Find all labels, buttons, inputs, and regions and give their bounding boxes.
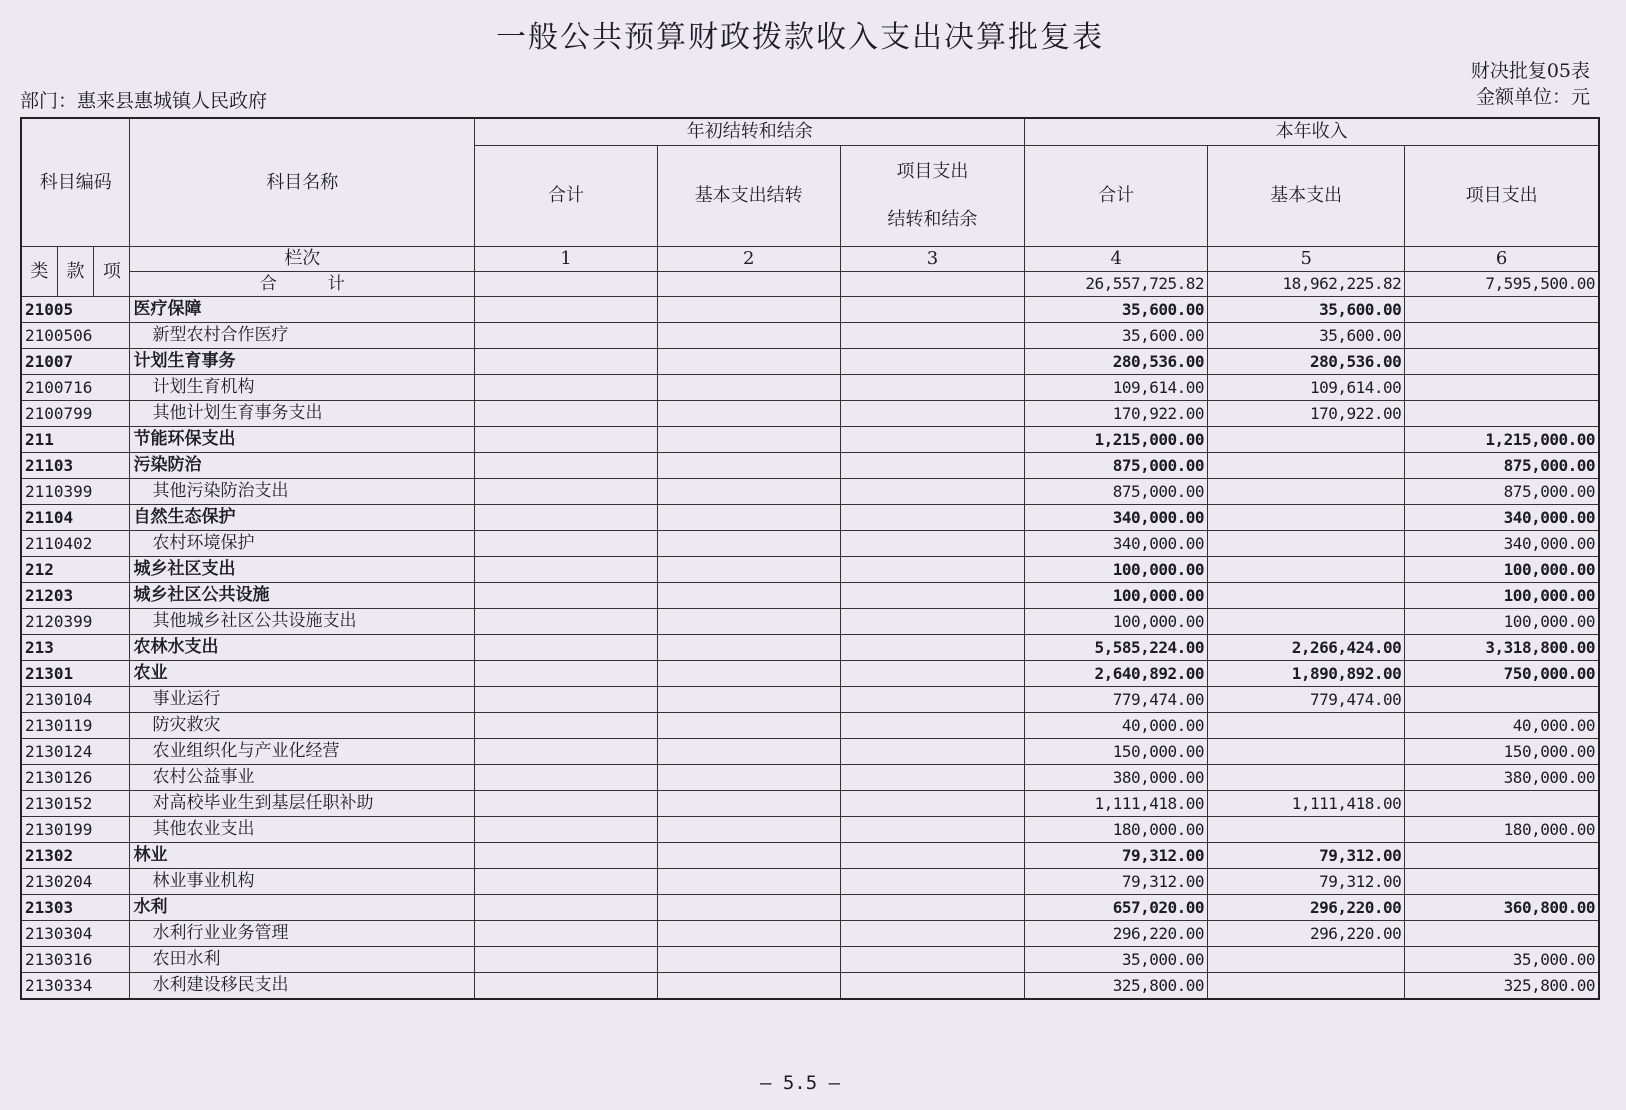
subject-name: 对高校毕业生到基层任职补助 — [130, 791, 475, 817]
amount-c6: 875,000.00 — [1405, 479, 1599, 505]
amount-c4: 100,000.00 — [1025, 557, 1208, 583]
amount-c6 — [1405, 401, 1599, 427]
table-row — [21, 765, 1599, 791]
amount-c1 — [475, 817, 658, 843]
table-row — [21, 895, 1599, 921]
table-row — [21, 791, 1599, 817]
amount-c2 — [657, 973, 840, 1000]
amount-c5 — [1208, 583, 1405, 609]
amount-c2 — [657, 531, 840, 557]
amount-c1 — [475, 791, 658, 817]
subject-name: 水利建设移民支出 — [130, 973, 475, 1000]
amount-c5 — [1208, 479, 1405, 505]
header-carry-total: 合计 — [475, 146, 658, 247]
amount-c1 — [475, 739, 658, 765]
amount-c4: 779,474.00 — [1025, 687, 1208, 713]
subject-code: 2100716 — [21, 375, 130, 401]
header-subject-name: 科目名称 — [130, 118, 475, 247]
total-c2 — [657, 272, 840, 297]
amount-c5 — [1208, 505, 1405, 531]
amount-c2 — [657, 609, 840, 635]
subject-name: 水利 — [130, 895, 475, 921]
subject-name: 农村公益事业 — [130, 765, 475, 791]
subject-name: 新型农村合作医疗 — [130, 323, 475, 349]
amount-c1 — [475, 349, 658, 375]
header-carry-project-line1: 项目支出 — [896, 161, 969, 182]
amount-c1 — [475, 869, 658, 895]
amount-c6 — [1405, 791, 1599, 817]
amount-c5: 296,220.00 — [1208, 921, 1405, 947]
subject-name: 水利行业业务管理 — [130, 921, 475, 947]
header-income-total: 合计 — [1025, 146, 1208, 247]
amount-c6: 340,000.00 — [1405, 505, 1599, 531]
amount-unit: 金额单位：元 — [1475, 86, 1590, 108]
amount-c6: 875,000.00 — [1405, 453, 1599, 479]
subject-code: 21303 — [21, 895, 130, 921]
amount-c3 — [840, 947, 1025, 973]
subject-code: 2130199 — [21, 817, 130, 843]
amount-c3 — [840, 557, 1025, 583]
amount-c3 — [840, 427, 1025, 453]
amount-c5 — [1208, 427, 1405, 453]
subject-code: 2120399 — [21, 609, 130, 635]
amount-c5: 296,220.00 — [1208, 895, 1405, 921]
amount-c4: 35,600.00 — [1025, 297, 1208, 323]
amount-c3 — [840, 297, 1025, 323]
subject-code: 2130334 — [21, 973, 130, 1000]
table-row — [21, 479, 1599, 505]
amount-c1 — [475, 479, 658, 505]
seq-1: 1 — [475, 247, 658, 272]
amount-c6 — [1405, 349, 1599, 375]
amount-c6: 100,000.00 — [1405, 583, 1599, 609]
amount-c1 — [475, 583, 658, 609]
amount-c6 — [1405, 869, 1599, 895]
subject-code: 213 — [21, 635, 130, 661]
amount-c4: 5,585,224.00 — [1025, 635, 1208, 661]
subject-code: 2130126 — [21, 765, 130, 791]
amount-c4: 35,600.00 — [1025, 323, 1208, 349]
amount-c4: 79,312.00 — [1025, 869, 1208, 895]
amount-c6 — [1405, 687, 1599, 713]
amount-c6: 180,000.00 — [1405, 817, 1599, 843]
subject-code: 2130152 — [21, 791, 130, 817]
amount-c3 — [840, 739, 1025, 765]
amount-c6: 325,800.00 — [1405, 973, 1599, 1000]
table-row — [21, 349, 1599, 375]
amount-c5: 1,111,418.00 — [1208, 791, 1405, 817]
amount-c4: 40,000.00 — [1025, 713, 1208, 739]
table-row — [21, 609, 1599, 635]
amount-c2 — [657, 427, 840, 453]
amount-c1 — [475, 713, 658, 739]
header-row-1 — [21, 118, 1599, 146]
amount-c6: 100,000.00 — [1405, 609, 1599, 635]
amount-c2 — [657, 791, 840, 817]
subject-code: 21104 — [21, 505, 130, 531]
subject-code: 2130124 — [21, 739, 130, 765]
subject-code: 21103 — [21, 453, 130, 479]
total-c5: 18,962,225.82 — [1208, 272, 1405, 297]
subject-name: 计划生育机构 — [130, 375, 475, 401]
amount-c5: 170,922.00 — [1208, 401, 1405, 427]
amount-c2 — [657, 375, 840, 401]
amount-c1 — [475, 453, 658, 479]
header-lei: 类 — [21, 247, 57, 297]
subject-code: 21005 — [21, 297, 130, 323]
amount-c5: 35,600.00 — [1208, 323, 1405, 349]
table-row — [21, 583, 1599, 609]
amount-c3 — [840, 349, 1025, 375]
amount-c2 — [657, 401, 840, 427]
total-c4: 26,557,725.82 — [1025, 272, 1208, 297]
amount-c6: 40,000.00 — [1405, 713, 1599, 739]
column-seq-row — [21, 247, 1599, 272]
amount-c5: 79,312.00 — [1208, 843, 1405, 869]
amount-c4: 875,000.00 — [1025, 453, 1208, 479]
subject-name: 其他农业支出 — [130, 817, 475, 843]
amount-c4: 325,800.00 — [1025, 973, 1208, 1000]
amount-c4: 150,000.00 — [1025, 739, 1208, 765]
form-number: 财决批复05表 — [1470, 60, 1590, 82]
amount-c1 — [475, 661, 658, 687]
amount-c3 — [840, 713, 1025, 739]
amount-c4: 79,312.00 — [1025, 843, 1208, 869]
subject-code: 2130304 — [21, 921, 130, 947]
header-carry-project — [840, 146, 1025, 247]
amount-c3 — [840, 505, 1025, 531]
amount-c2 — [657, 297, 840, 323]
header-kuan: 款 — [57, 247, 93, 297]
amount-c3 — [840, 765, 1025, 791]
amount-c1 — [475, 505, 658, 531]
amount-c4: 875,000.00 — [1025, 479, 1208, 505]
amount-c1 — [475, 297, 658, 323]
amount-c1 — [475, 895, 658, 921]
amount-c2 — [657, 713, 840, 739]
amount-c3 — [840, 973, 1025, 1000]
amount-c2 — [657, 635, 840, 661]
table-row — [21, 453, 1599, 479]
amount-c3 — [840, 635, 1025, 661]
subject-name: 计划生育事务 — [130, 349, 475, 375]
amount-c4: 109,614.00 — [1025, 375, 1208, 401]
subject-code: 2130119 — [21, 713, 130, 739]
seq-2: 2 — [657, 247, 840, 272]
amount-c4: 180,000.00 — [1025, 817, 1208, 843]
table-row — [21, 843, 1599, 869]
table-row — [21, 531, 1599, 557]
amount-c6 — [1405, 323, 1599, 349]
subject-name: 节能环保支出 — [130, 427, 475, 453]
seq-3: 3 — [840, 247, 1025, 272]
amount-c3 — [840, 583, 1025, 609]
subject-name: 农田水利 — [130, 947, 475, 973]
header-carry-basic: 基本支出结转 — [657, 146, 840, 247]
amount-c2 — [657, 765, 840, 791]
table-body — [21, 297, 1599, 1000]
amount-c3 — [840, 453, 1025, 479]
amount-c5: 1,890,892.00 — [1208, 661, 1405, 687]
subject-name: 城乡社区支出 — [130, 557, 475, 583]
amount-c5: 79,312.00 — [1208, 869, 1405, 895]
header-income-basic: 基本支出 — [1208, 146, 1405, 247]
table-row — [21, 375, 1599, 401]
budget-table — [20, 117, 1600, 1000]
table-row — [21, 869, 1599, 895]
amount-c1 — [475, 843, 658, 869]
amount-c6: 3,318,800.00 — [1405, 635, 1599, 661]
amount-c2 — [657, 479, 840, 505]
amount-c6: 360,800.00 — [1405, 895, 1599, 921]
amount-c2 — [657, 583, 840, 609]
amount-c2 — [657, 453, 840, 479]
amount-c6: 150,000.00 — [1405, 739, 1599, 765]
amount-c5: 109,614.00 — [1208, 375, 1405, 401]
amount-c2 — [657, 557, 840, 583]
department-label: 部门：惠来县惠城镇人民政府 — [20, 90, 268, 112]
amount-c3 — [840, 843, 1025, 869]
subject-code: 2100799 — [21, 401, 130, 427]
subject-name: 农林水支出 — [130, 635, 475, 661]
header-income-group: 本年收入 — [1025, 118, 1599, 146]
amount-c1 — [475, 401, 658, 427]
amount-c3 — [840, 479, 1025, 505]
amount-c1 — [475, 947, 658, 973]
table-row — [21, 973, 1599, 1000]
amount-c5: 280,536.00 — [1208, 349, 1405, 375]
amount-c6 — [1405, 375, 1599, 401]
amount-c6: 35,000.00 — [1405, 947, 1599, 973]
table-row — [21, 739, 1599, 765]
amount-c2 — [657, 323, 840, 349]
amount-c3 — [840, 687, 1025, 713]
header-carry-project-line2: 结转和结余 — [887, 209, 978, 230]
amount-c1 — [475, 531, 658, 557]
amount-c5 — [1208, 739, 1405, 765]
subject-code: 211 — [21, 427, 130, 453]
table-row — [21, 635, 1599, 661]
header-income-project: 项目支出 — [1405, 146, 1599, 247]
amount-c4: 100,000.00 — [1025, 609, 1208, 635]
table-row — [21, 661, 1599, 687]
subject-name: 林业事业机构 — [130, 869, 475, 895]
subject-name: 林业 — [130, 843, 475, 869]
header-xiang: 项 — [94, 247, 130, 297]
total-c3 — [840, 272, 1025, 297]
subject-code: 2130204 — [21, 869, 130, 895]
amount-c5 — [1208, 557, 1405, 583]
header-carryover-group: 年初结转和结余 — [475, 118, 1025, 146]
table-row — [21, 557, 1599, 583]
amount-c1 — [475, 765, 658, 791]
seq-4: 4 — [1025, 247, 1208, 272]
amount-c1 — [475, 635, 658, 661]
amount-c2 — [657, 739, 840, 765]
amount-c3 — [840, 375, 1025, 401]
table-row — [21, 505, 1599, 531]
amount-c1 — [475, 687, 658, 713]
amount-c2 — [657, 505, 840, 531]
table-row — [21, 401, 1599, 427]
subject-name: 自然生态保护 — [130, 505, 475, 531]
amount-c1 — [475, 427, 658, 453]
amount-c3 — [840, 895, 1025, 921]
total-row — [21, 272, 1599, 297]
amount-c2 — [657, 947, 840, 973]
total-c6: 7,595,500.00 — [1405, 272, 1599, 297]
seq-5: 5 — [1208, 247, 1405, 272]
amount-c6 — [1405, 297, 1599, 323]
amount-c5 — [1208, 713, 1405, 739]
subject-code: 21301 — [21, 661, 130, 687]
amount-c5 — [1208, 765, 1405, 791]
amount-c2 — [657, 869, 840, 895]
amount-c1 — [475, 973, 658, 1000]
amount-c4: 170,922.00 — [1025, 401, 1208, 427]
amount-c2 — [657, 921, 840, 947]
table-row — [21, 323, 1599, 349]
total-label: 合 计 — [130, 272, 475, 297]
table-row — [21, 427, 1599, 453]
amount-c4: 100,000.00 — [1025, 583, 1208, 609]
amount-c2 — [657, 687, 840, 713]
table-row — [21, 687, 1599, 713]
amount-c2 — [657, 661, 840, 687]
subject-name: 其他污染防治支出 — [130, 479, 475, 505]
amount-c4: 340,000.00 — [1025, 531, 1208, 557]
page-title: 一般公共预算财政拨款收入支出决算批复表 — [496, 20, 1104, 55]
header-subject-code: 科目编码 — [21, 118, 130, 247]
amount-c4: 340,000.00 — [1025, 505, 1208, 531]
amount-c4: 280,536.00 — [1025, 349, 1208, 375]
amount-c3 — [840, 661, 1025, 687]
amount-c3 — [840, 791, 1025, 817]
amount-c4: 2,640,892.00 — [1025, 661, 1208, 687]
subject-name: 防灾救灾 — [130, 713, 475, 739]
table-row — [21, 713, 1599, 739]
subject-name: 农村环境保护 — [130, 531, 475, 557]
subject-name: 其他城乡社区公共设施支出 — [130, 609, 475, 635]
amount-c5 — [1208, 817, 1405, 843]
table-row — [21, 947, 1599, 973]
subject-code: 21302 — [21, 843, 130, 869]
amount-c3 — [840, 531, 1025, 557]
amount-c4: 35,000.00 — [1025, 947, 1208, 973]
amount-c4: 657,020.00 — [1025, 895, 1208, 921]
amount-c3 — [840, 817, 1025, 843]
amount-c1 — [475, 375, 658, 401]
amount-c1 — [475, 557, 658, 583]
amount-c6: 100,000.00 — [1405, 557, 1599, 583]
subject-code: 212 — [21, 557, 130, 583]
subject-code: 2100506 — [21, 323, 130, 349]
amount-c3 — [840, 401, 1025, 427]
amount-c2 — [657, 895, 840, 921]
subject-name: 城乡社区公共设施 — [130, 583, 475, 609]
subject-code: 2110399 — [21, 479, 130, 505]
subject-name: 医疗保障 — [130, 297, 475, 323]
page-number: — 5.5 — — [759, 1072, 841, 1094]
amount-c2 — [657, 817, 840, 843]
header-column-seq: 栏次 — [130, 247, 475, 272]
amount-c6 — [1405, 921, 1599, 947]
subject-name: 农业组织化与产业化经营 — [130, 739, 475, 765]
table-row — [21, 297, 1599, 323]
subject-code: 2110402 — [21, 531, 130, 557]
subject-name: 事业运行 — [130, 687, 475, 713]
amount-c6: 380,000.00 — [1405, 765, 1599, 791]
amount-c5: 779,474.00 — [1208, 687, 1405, 713]
amount-c1 — [475, 323, 658, 349]
amount-c4: 1,215,000.00 — [1025, 427, 1208, 453]
subject-name: 污染防治 — [130, 453, 475, 479]
amount-c5 — [1208, 531, 1405, 557]
amount-c3 — [840, 609, 1025, 635]
amount-c3 — [840, 869, 1025, 895]
seq-6: 6 — [1405, 247, 1599, 272]
table-row — [21, 921, 1599, 947]
subject-code: 2130316 — [21, 947, 130, 973]
subject-code: 2130104 — [21, 687, 130, 713]
total-c1 — [475, 272, 658, 297]
amount-c5: 35,600.00 — [1208, 297, 1405, 323]
amount-c4: 380,000.00 — [1025, 765, 1208, 791]
subject-name: 农业 — [130, 661, 475, 687]
amount-c3 — [840, 921, 1025, 947]
amount-c2 — [657, 349, 840, 375]
amount-c5: 2,266,424.00 — [1208, 635, 1405, 661]
amount-c6 — [1405, 843, 1599, 869]
amount-c1 — [475, 609, 658, 635]
amount-c2 — [657, 843, 840, 869]
amount-c1 — [475, 921, 658, 947]
amount-c6: 1,215,000.00 — [1405, 427, 1599, 453]
amount-c5 — [1208, 973, 1405, 1000]
amount-c6: 340,000.00 — [1405, 531, 1599, 557]
table-row — [21, 817, 1599, 843]
subject-code: 21007 — [21, 349, 130, 375]
amount-c4: 296,220.00 — [1025, 921, 1208, 947]
amount-c5 — [1208, 947, 1405, 973]
subject-name: 其他计划生育事务支出 — [130, 401, 475, 427]
amount-c3 — [840, 323, 1025, 349]
subject-code: 21203 — [21, 583, 130, 609]
amount-c6: 750,000.00 — [1405, 661, 1599, 687]
amount-c5 — [1208, 609, 1405, 635]
amount-c5 — [1208, 453, 1405, 479]
amount-c4: 1,111,418.00 — [1025, 791, 1208, 817]
